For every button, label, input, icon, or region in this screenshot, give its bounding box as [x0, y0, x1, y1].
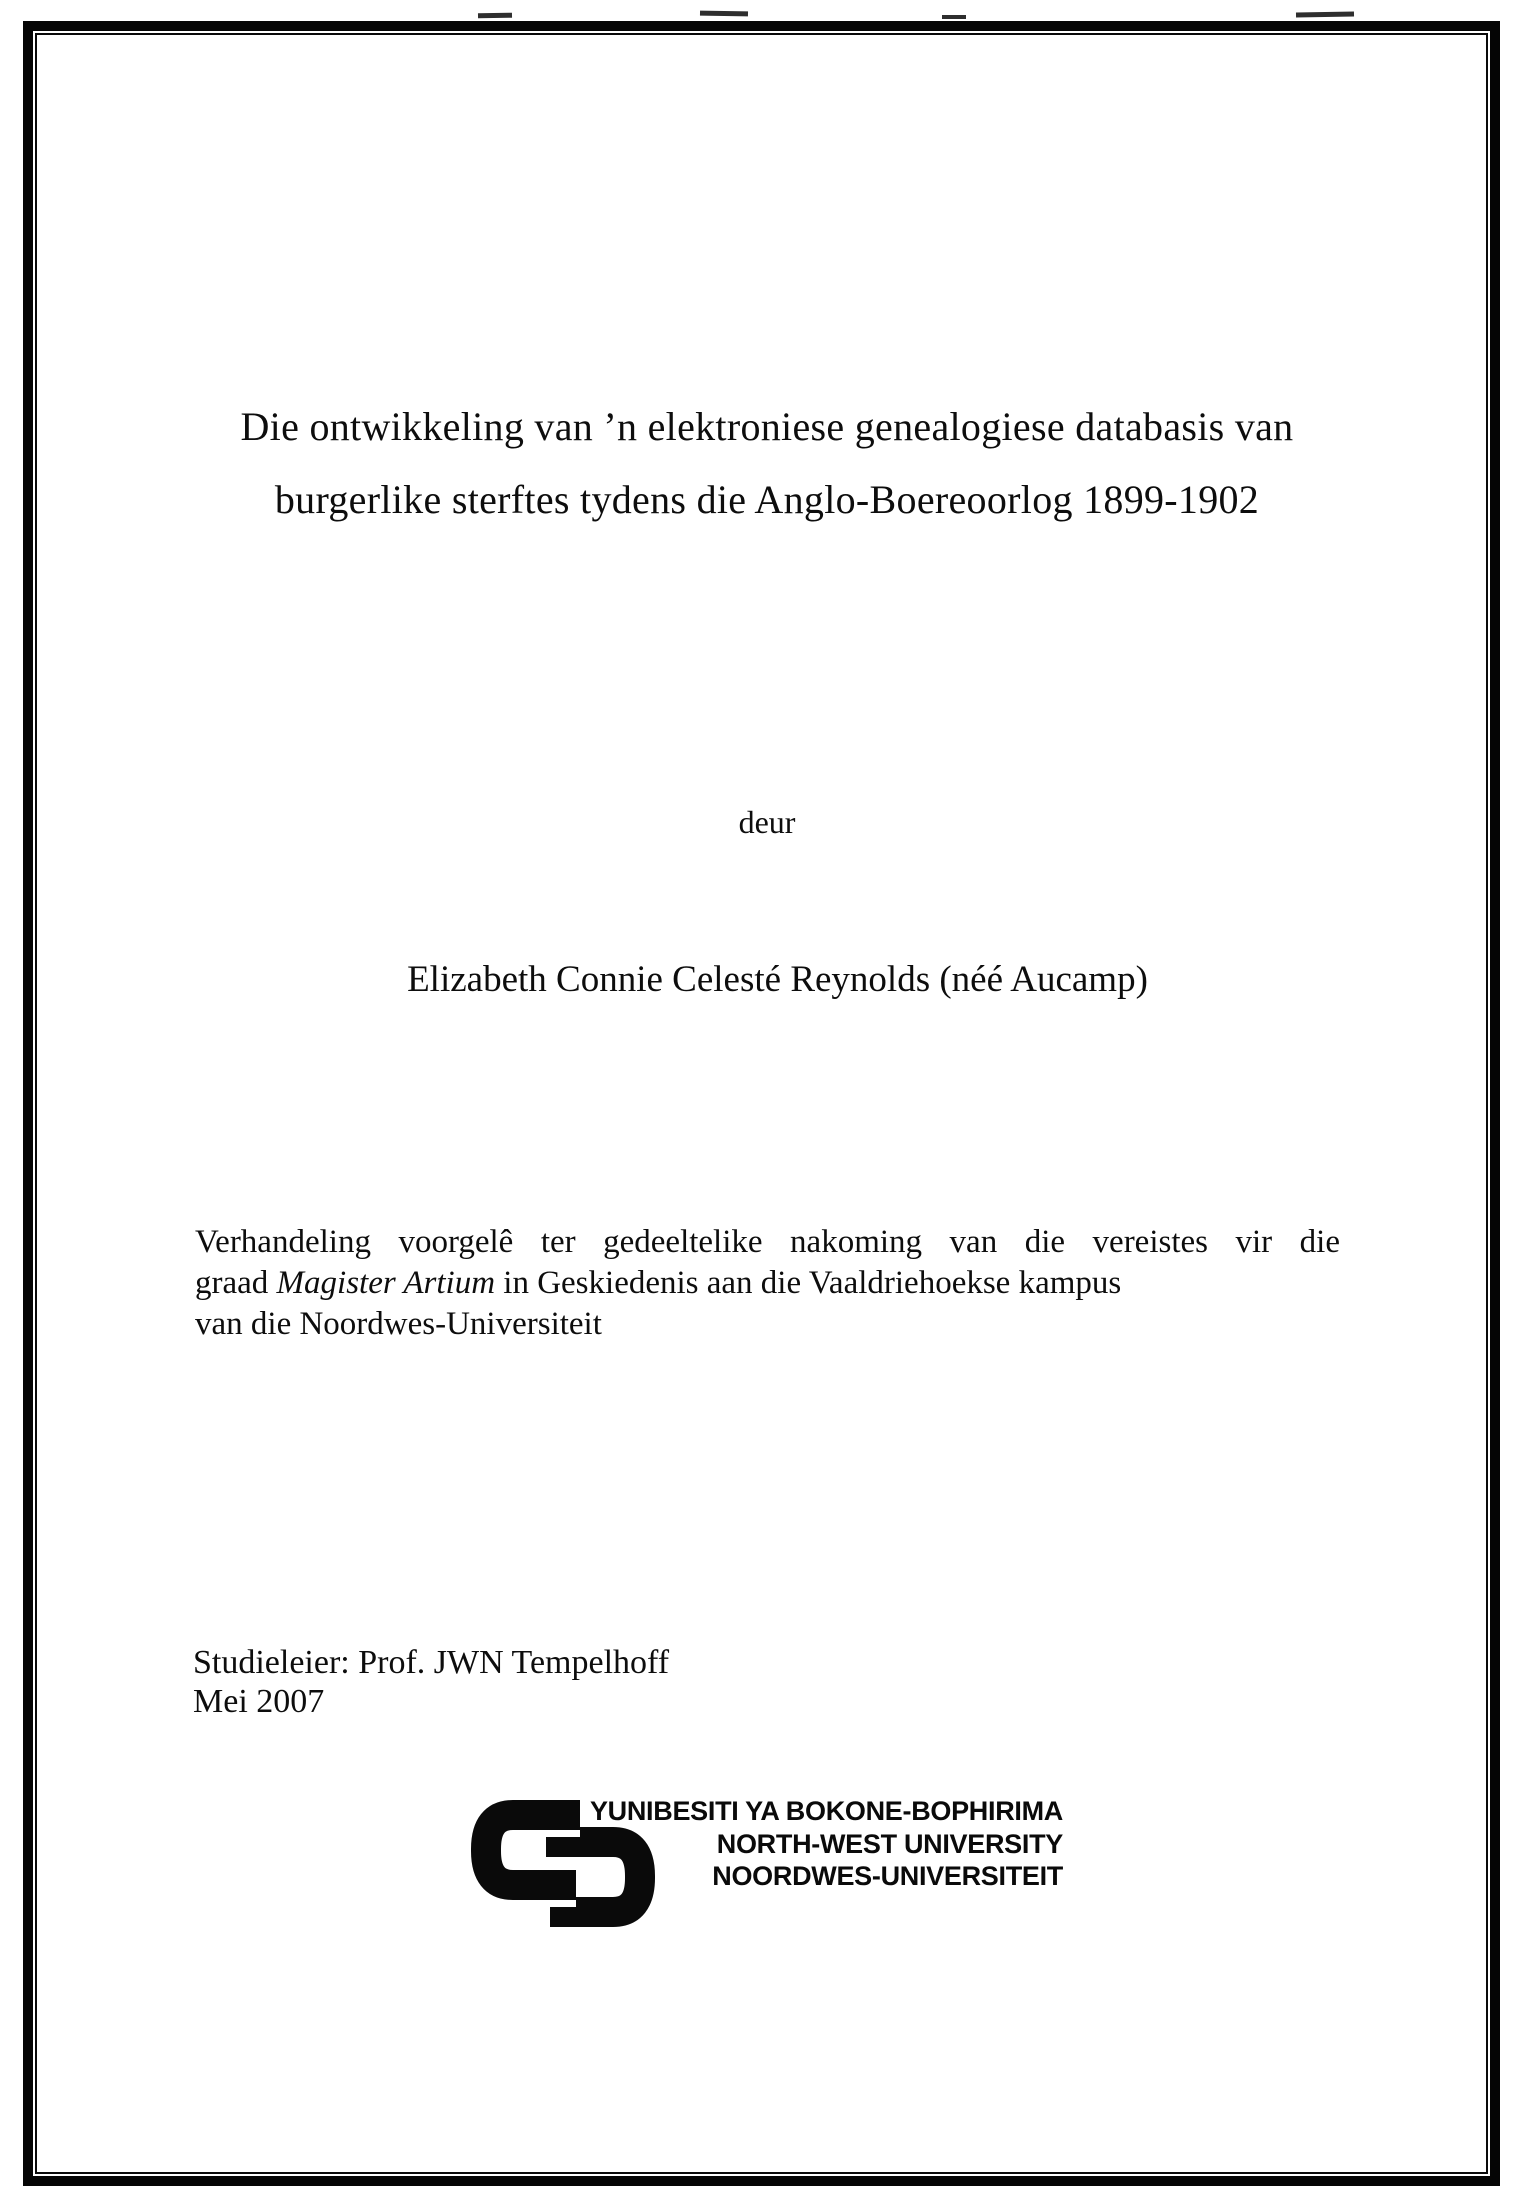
- author-name: Elizabeth Connie Celesté Reynolds (néé Aucamp): [407, 959, 1148, 1000]
- university-logo-text: [587, 1795, 1063, 1893]
- degree-statement-line2: [195, 1263, 1340, 1304]
- supervisor-and-date: [193, 1643, 669, 1721]
- degree-name-italic: Magister Artium: [276, 1265, 496, 1301]
- degree-statement-line1: Verhandeling voorgelê ter gedeeltelike nakoming van die vereistes vir die: [195, 1224, 1340, 1260]
- degree-statement: [195, 1222, 1340, 1345]
- thesis-title-line2: burgerlike sterftes tydens die Anglo-Boereoorlog 1899-1902: [274, 477, 1260, 522]
- logo-line-afrikaans: NOORDWES-UNIVERSITEIT: [712, 1861, 1063, 1891]
- degree-statement-line2-prefix: graad: [195, 1265, 277, 1301]
- thesis-title: [172, 390, 1362, 536]
- scan-artifact: [478, 13, 512, 19]
- logo-line-setswana: YUNIBESITI YA BOKONE-BOPHIRIMA: [589, 1796, 1063, 1826]
- degree-statement-line2-suffix: in Geskiedenis aan die Vaaldriehoekse kampus: [495, 1265, 1122, 1301]
- thesis-title-line1: Die ontwikkeling van ’n elektroniese genealogiese databasis van: [240, 404, 1294, 449]
- logo-line-english: NORTH-WEST UNIVERSITY: [716, 1828, 1063, 1859]
- supervisor-line: Studieleier: Prof. JWN Tempelhoff: [193, 1644, 670, 1681]
- degree-statement-line3: van die Noordwes-Universiteit: [195, 1306, 602, 1342]
- byline-deur: deur: [738, 804, 796, 840]
- date-line: Mei 2007: [193, 1683, 325, 1720]
- scan-artifact: [942, 15, 966, 19]
- scan-artifact: [1296, 11, 1354, 17]
- scan-artifact: [700, 11, 748, 17]
